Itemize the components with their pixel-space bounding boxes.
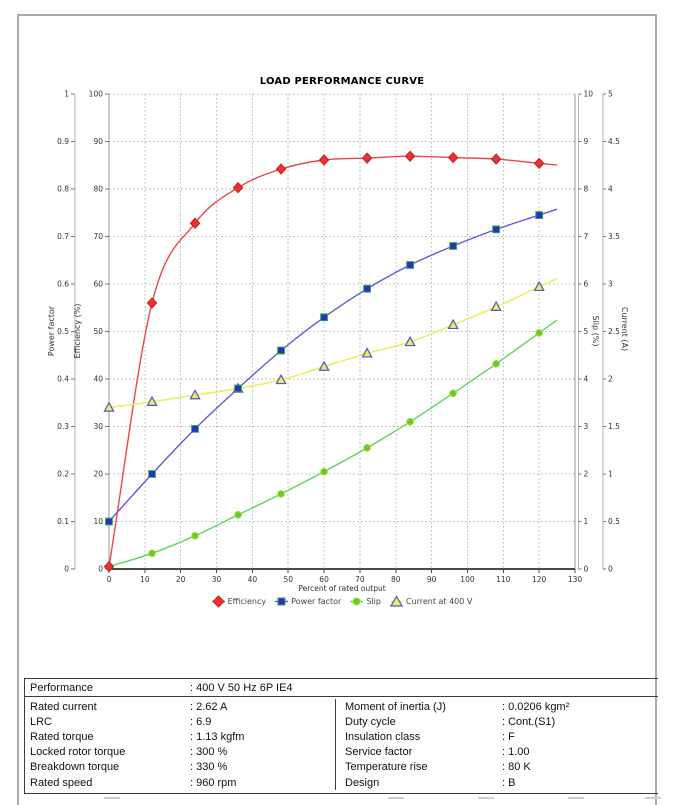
- spec-label: LRC: [30, 715, 53, 728]
- spec-label: Rated speed: [30, 776, 93, 789]
- chart-title: LOAD PERFORMANCE CURVE: [259, 76, 425, 87]
- efficiency-axis: [89, 90, 109, 574]
- spec-label: Breakdown torque: [30, 761, 120, 774]
- spec-value: : 0.0206 kgm²: [502, 700, 570, 713]
- svg-text:4: 4: [583, 374, 589, 384]
- spec-value: : 330 %: [190, 761, 228, 774]
- svg-text:0.5: 0.5: [57, 327, 69, 337]
- svg-text:0.1: 0.1: [57, 517, 69, 527]
- svg-text:30: 30: [211, 575, 222, 584]
- svg-text:5: 5: [583, 327, 589, 337]
- square-legend-icon: [275, 595, 288, 608]
- legend-item-slip: [350, 595, 381, 608]
- spec-label: Moment of inertia (J): [345, 700, 446, 713]
- svg-text:0: 0: [608, 564, 613, 574]
- svg-text:10: 10: [93, 517, 103, 527]
- svg-text:2: 2: [583, 469, 589, 479]
- svg-text:0.4: 0.4: [57, 374, 69, 384]
- chart-legend: [109, 595, 575, 608]
- svg-text:0: 0: [64, 564, 69, 574]
- svg-text:70: 70: [355, 575, 365, 584]
- spec-label: Design: [345, 776, 380, 789]
- svg-text:0.9: 0.9: [57, 137, 69, 147]
- svg-text:130: 130: [567, 575, 583, 584]
- cutoff-artifact: [388, 797, 404, 799]
- performance-value: : 400 V 50 Hz 6P IE4: [190, 681, 293, 694]
- svg-text:0: 0: [583, 564, 589, 574]
- spec-row: [336, 745, 658, 760]
- svg-text:6: 6: [583, 279, 589, 289]
- svg-text:0: 0: [106, 575, 112, 584]
- power-factor-curve: [109, 209, 557, 521]
- diamond-legend-icon: [212, 595, 225, 608]
- spec-column-left: [25, 699, 335, 790]
- svg-text:20: 20: [175, 575, 186, 584]
- legend-label: Power factor: [291, 597, 342, 606]
- svg-text:0.5: 0.5: [608, 517, 620, 527]
- x-axis: [107, 569, 583, 584]
- spec-row: [25, 760, 335, 775]
- triangle-legend-icon: [390, 595, 403, 608]
- spec-value: : 1.13 kgfm: [190, 730, 245, 743]
- spec-row: [25, 714, 335, 729]
- spec-row: [336, 714, 658, 729]
- efficiency-curve: [109, 156, 557, 566]
- svg-text:0.2: 0.2: [57, 469, 69, 479]
- svg-text:80: 80: [390, 575, 401, 584]
- svg-text:1: 1: [64, 89, 69, 99]
- svg-text:0.8: 0.8: [57, 184, 69, 194]
- svg-text:1: 1: [608, 469, 613, 479]
- current-at-400-v-curve: [109, 279, 557, 408]
- cutoff-artifact: [478, 797, 494, 799]
- svg-text:30: 30: [93, 422, 103, 432]
- spec-label: Duty cycle: [345, 715, 396, 728]
- spec-label: Locked rotor torque: [30, 746, 126, 759]
- spec-value: : 80 K: [502, 761, 531, 774]
- svg-text:50: 50: [93, 327, 103, 337]
- spec-value: : 2.62 A: [190, 700, 228, 713]
- spec-columns: [25, 697, 658, 793]
- current-axis-title: Current (A): [620, 306, 629, 352]
- svg-text:60: 60: [93, 279, 103, 289]
- slip-axis-title: Slip (%): [591, 315, 600, 347]
- svg-text:3.5: 3.5: [608, 232, 620, 242]
- spec-row: [25, 775, 335, 790]
- cutoff-artifact: [104, 797, 120, 799]
- legend-label: Slip: [366, 597, 381, 606]
- spec-label: Rated torque: [30, 730, 94, 743]
- svg-text:0: 0: [98, 564, 103, 574]
- svg-text:0.7: 0.7: [57, 232, 69, 242]
- efficiency-axis-title: Efficiency (%): [73, 303, 82, 359]
- svg-text:8: 8: [583, 184, 589, 194]
- spec-row: [336, 729, 658, 744]
- slip-curve: [109, 320, 557, 566]
- svg-text:100: 100: [88, 89, 103, 99]
- legend-label: Current at 400 V: [405, 597, 473, 606]
- svg-text:2.5: 2.5: [608, 327, 620, 337]
- power-factor-axis-title: Power factor: [47, 305, 56, 357]
- spec-row: [25, 699, 335, 714]
- svg-text:0.3: 0.3: [57, 422, 69, 432]
- spec-value: : F: [502, 730, 515, 743]
- spec-column-right: [335, 699, 658, 790]
- cutoff-artifact: [568, 797, 584, 799]
- legend-item-efficiency: [212, 595, 267, 608]
- svg-text:3: 3: [583, 422, 589, 432]
- svg-text:50: 50: [283, 575, 294, 584]
- spec-table: [24, 678, 658, 794]
- performance-row: [25, 679, 658, 697]
- svg-text:10: 10: [583, 89, 594, 99]
- svg-text:4.5: 4.5: [608, 137, 620, 147]
- svg-text:90: 90: [93, 137, 103, 147]
- legend-item-current-at-400-v: [390, 595, 472, 608]
- svg-text:1.5: 1.5: [608, 422, 620, 432]
- svg-text:3: 3: [608, 279, 613, 289]
- legend-label: Efficiency: [227, 597, 267, 606]
- svg-text:90: 90: [426, 575, 437, 584]
- spec-label: Insulation class: [345, 730, 421, 743]
- svg-text:10: 10: [140, 575, 150, 584]
- spec-label: Rated current: [30, 700, 97, 713]
- svg-text:110: 110: [496, 575, 511, 584]
- svg-text:120: 120: [531, 575, 547, 584]
- svg-text:5: 5: [608, 89, 613, 99]
- spec-value: : 300 %: [190, 746, 228, 759]
- spec-value: : 960 rpm: [190, 776, 237, 789]
- svg-text:20: 20: [93, 469, 103, 479]
- svg-text:40: 40: [247, 575, 258, 584]
- legend-item-power-factor: [275, 595, 341, 608]
- svg-text:7: 7: [583, 232, 589, 242]
- spec-value: : B: [502, 776, 516, 789]
- svg-text:40: 40: [93, 374, 103, 384]
- cutoff-artifact: [645, 797, 661, 799]
- spec-row: [25, 729, 335, 744]
- svg-text:70: 70: [93, 232, 103, 242]
- svg-text:80: 80: [93, 184, 103, 194]
- svg-text:1: 1: [583, 517, 589, 527]
- svg-text:100: 100: [460, 575, 475, 584]
- spec-row: [336, 760, 658, 775]
- grid: [109, 94, 575, 569]
- spec-row: [336, 699, 658, 714]
- spec-label: Service factor: [345, 746, 413, 759]
- svg-text:2: 2: [608, 374, 613, 384]
- spec-label: Temperature rise: [345, 761, 428, 774]
- svg-text:4: 4: [608, 184, 613, 194]
- x-axis-title: Percent of rated output: [298, 584, 386, 593]
- svg-text:9: 9: [583, 137, 589, 147]
- svg-text:60: 60: [319, 575, 329, 584]
- svg-text:0.6: 0.6: [57, 279, 69, 289]
- spec-value: : 1.00: [502, 746, 530, 759]
- performance-label: Performance: [30, 681, 93, 694]
- spec-row: [25, 745, 335, 760]
- spec-value: : Cont.(S1): [502, 715, 556, 728]
- spec-value: : 6.9: [190, 715, 212, 728]
- circle-legend-icon: [350, 595, 363, 608]
- spec-row: [336, 775, 658, 790]
